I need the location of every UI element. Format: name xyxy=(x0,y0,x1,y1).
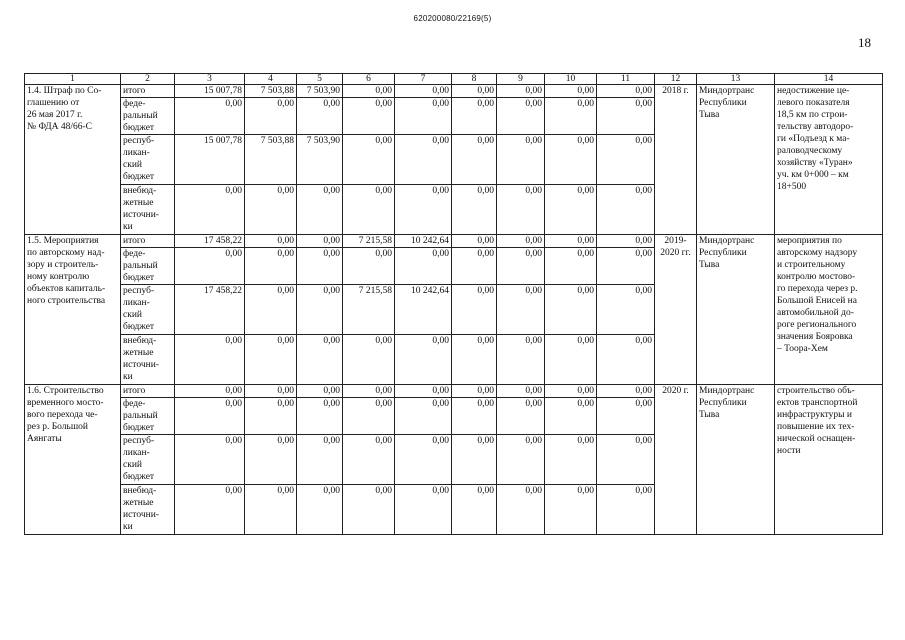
amount-cell: 17 458,22 xyxy=(175,235,245,248)
amount-cell: 0,00 xyxy=(297,98,343,135)
column-header: 2 xyxy=(121,74,175,85)
amount-cell: 0,00 xyxy=(395,485,452,535)
column-header: 1 xyxy=(25,74,121,85)
amount-cell: 15 007,78 xyxy=(175,135,245,185)
table-row xyxy=(25,235,883,248)
amount-cell: 0,00 xyxy=(452,98,497,135)
amount-cell: 0,00 xyxy=(245,485,297,535)
amount-cell: 0,00 xyxy=(245,98,297,135)
amount-cell: 0,00 xyxy=(343,398,395,435)
amount-cell: 0,00 xyxy=(245,235,297,248)
amount-cell: 0,00 xyxy=(497,85,545,98)
amount-cell: 0,00 xyxy=(343,185,395,235)
amount-cell: 0,00 xyxy=(545,335,597,385)
amount-cell: 0,00 xyxy=(497,248,545,285)
amount-cell: 0,00 xyxy=(452,398,497,435)
amount-cell: 0,00 xyxy=(297,185,343,235)
implementation-period: 2019- 2020 гг. xyxy=(655,235,697,385)
amount-cell: 0,00 xyxy=(343,385,395,398)
responsible-executor: Миндортранс Республики Тыва xyxy=(697,235,775,385)
amount-cell: 0,00 xyxy=(597,285,655,335)
column-header: 14 xyxy=(775,74,883,85)
budget-table xyxy=(24,73,883,535)
column-header: 13 xyxy=(697,74,775,85)
amount-cell: 0,00 xyxy=(175,398,245,435)
amount-cell: 0,00 xyxy=(597,135,655,185)
funding-source: внебюд- жетные источни- ки xyxy=(121,185,175,235)
amount-cell: 0,00 xyxy=(395,185,452,235)
amount-cell: 0,00 xyxy=(497,385,545,398)
amount-cell: 0,00 xyxy=(545,98,597,135)
amount-cell: 0,00 xyxy=(452,235,497,248)
implementation-period: 2018 г. xyxy=(655,85,697,235)
funding-source: респуб- ликан- ский бюджет xyxy=(121,435,175,485)
amount-cell: 0,00 xyxy=(297,435,343,485)
amount-cell: 0,00 xyxy=(245,435,297,485)
funding-source: респуб- ликан- ский бюджет xyxy=(121,135,175,185)
amount-cell: 0,00 xyxy=(545,185,597,235)
column-header: 10 xyxy=(545,74,597,85)
amount-cell: 0,00 xyxy=(245,385,297,398)
amount-cell: 0,00 xyxy=(395,398,452,435)
amount-cell: 0,00 xyxy=(545,398,597,435)
amount-cell: 0,00 xyxy=(452,435,497,485)
amount-cell: 0,00 xyxy=(452,385,497,398)
responsible-executor: Миндортранс Республики Тыва xyxy=(697,385,775,535)
column-header: 8 xyxy=(452,74,497,85)
amount-cell: 0,00 xyxy=(597,385,655,398)
amount-cell: 0,00 xyxy=(297,485,343,535)
amount-cell: 0,00 xyxy=(343,485,395,535)
amount-cell: 0,00 xyxy=(297,248,343,285)
amount-cell: 0,00 xyxy=(395,98,452,135)
amount-cell: 0,00 xyxy=(297,398,343,435)
column-number-row xyxy=(25,74,883,85)
amount-cell: 0,00 xyxy=(297,385,343,398)
amount-cell: 0,00 xyxy=(597,85,655,98)
amount-cell: 7 503,88 xyxy=(245,85,297,98)
amount-cell: 10 242,64 xyxy=(395,235,452,248)
amount-cell: 10 242,64 xyxy=(395,285,452,335)
amount-cell: 0,00 xyxy=(297,235,343,248)
amount-cell: 0,00 xyxy=(497,435,545,485)
amount-cell: 0,00 xyxy=(597,98,655,135)
amount-cell: 0,00 xyxy=(175,485,245,535)
amount-cell: 0,00 xyxy=(597,185,655,235)
column-header: 12 xyxy=(655,74,697,85)
amount-cell: 17 458,22 xyxy=(175,285,245,335)
amount-cell: 0,00 xyxy=(395,248,452,285)
amount-cell: 0,00 xyxy=(452,185,497,235)
amount-cell: 0,00 xyxy=(245,185,297,235)
amount-cell: 0,00 xyxy=(343,248,395,285)
amount-cell: 0,00 xyxy=(175,185,245,235)
amount-cell: 7 503,90 xyxy=(297,135,343,185)
amount-cell: 0,00 xyxy=(545,285,597,335)
amount-cell: 0,00 xyxy=(545,385,597,398)
amount-cell: 7 503,88 xyxy=(245,135,297,185)
amount-cell: 0,00 xyxy=(545,485,597,535)
table-row xyxy=(25,85,883,98)
amount-cell: 0,00 xyxy=(245,285,297,335)
amount-cell: 0,00 xyxy=(395,335,452,385)
column-header: 5 xyxy=(297,74,343,85)
amount-cell: 0,00 xyxy=(497,98,545,135)
amount-cell: 0,00 xyxy=(545,248,597,285)
implementation-period: 2020 г. xyxy=(655,385,697,535)
amount-cell: 0,00 xyxy=(597,485,655,535)
amount-cell: 0,00 xyxy=(497,398,545,435)
amount-cell: 0,00 xyxy=(545,435,597,485)
amount-cell: 0,00 xyxy=(297,335,343,385)
amount-cell: 0,00 xyxy=(175,248,245,285)
amount-cell: 0,00 xyxy=(452,335,497,385)
amount-cell: 0,00 xyxy=(497,335,545,385)
funding-source: феде- ральный бюджет xyxy=(121,398,175,435)
amount-cell: 0,00 xyxy=(497,285,545,335)
amount-cell: 0,00 xyxy=(545,235,597,248)
amount-cell: 0,00 xyxy=(597,335,655,385)
measure-name: 1.6. Строительство временного мосто- вого перехода че- рез р. Большой Аянгаты xyxy=(25,385,121,535)
amount-cell: 0,00 xyxy=(245,398,297,435)
measure-name: 1.5. Мероприятия по авторскому над- зору и строитель- ному контролю объектов капиталь- ного строительства xyxy=(25,235,121,385)
funding-source: внебюд- жетные источни- ки xyxy=(121,485,175,535)
amount-cell: 0,00 xyxy=(395,385,452,398)
funding-source: респуб- ликан- ский бюджет xyxy=(121,285,175,335)
amount-cell: 0,00 xyxy=(245,248,297,285)
amount-cell: 0,00 xyxy=(297,285,343,335)
funding-source: итого xyxy=(121,85,175,98)
column-header: 6 xyxy=(343,74,395,85)
amount-cell: 0,00 xyxy=(175,435,245,485)
amount-cell: 0,00 xyxy=(395,135,452,185)
amount-cell: 0,00 xyxy=(545,135,597,185)
amount-cell: 0,00 xyxy=(343,335,395,385)
amount-cell: 0,00 xyxy=(497,135,545,185)
funding-source: феде- ральный бюджет xyxy=(121,98,175,135)
amount-cell: 0,00 xyxy=(175,335,245,385)
amount-cell: 7 215,58 xyxy=(343,285,395,335)
expected-result: строительство объ- ектов транспортной инфраструктуры и повышение их тех- нической оснащен- ности xyxy=(775,385,883,535)
amount-cell: 0,00 xyxy=(545,85,597,98)
funding-source: итого xyxy=(121,235,175,248)
funding-source: итого xyxy=(121,385,175,398)
amount-cell: 0,00 xyxy=(452,135,497,185)
amount-cell: 0,00 xyxy=(175,385,245,398)
amount-cell: 7 215,58 xyxy=(343,235,395,248)
amount-cell: 0,00 xyxy=(497,185,545,235)
amount-cell: 0,00 xyxy=(452,285,497,335)
amount-cell: 0,00 xyxy=(343,135,395,185)
column-header: 3 xyxy=(175,74,245,85)
document-id: 620200080/22169(5) xyxy=(413,14,492,23)
amount-cell: 0,00 xyxy=(245,335,297,385)
amount-cell: 0,00 xyxy=(452,248,497,285)
amount-cell: 0,00 xyxy=(452,85,497,98)
amount-cell: 0,00 xyxy=(395,85,452,98)
column-header: 11 xyxy=(597,74,655,85)
expected-result: мероприятия по авторскому надзору и строительному контролю мостово- го перехода через р. Большой Енисей на автомобильной до- роге регионального значения Бояровка – Тоора-Хем xyxy=(775,235,883,385)
responsible-executor: Миндортранс Республики Тыва xyxy=(697,85,775,235)
column-header: 7 xyxy=(395,74,452,85)
funding-source: внебюд- жетные источни- ки xyxy=(121,335,175,385)
amount-cell: 0,00 xyxy=(597,248,655,285)
amount-cell: 0,00 xyxy=(597,235,655,248)
amount-cell: 0,00 xyxy=(343,435,395,485)
amount-cell: 0,00 xyxy=(175,98,245,135)
funding-source: феде- ральный бюджет xyxy=(121,248,175,285)
measure-name: 1.4. Штраф по Со- глашению от 26 мая 2017 г. № ФДА 48/66-С xyxy=(25,85,121,235)
amount-cell: 0,00 xyxy=(497,235,545,248)
amount-cell: 0,00 xyxy=(597,398,655,435)
amount-cell: 0,00 xyxy=(452,485,497,535)
amount-cell: 0,00 xyxy=(343,85,395,98)
amount-cell: 15 007,78 xyxy=(175,85,245,98)
amount-cell: 7 503,90 xyxy=(297,85,343,98)
amount-cell: 0,00 xyxy=(497,485,545,535)
page-number: 18 xyxy=(858,35,871,50)
column-header: 9 xyxy=(497,74,545,85)
amount-cell: 0,00 xyxy=(597,435,655,485)
expected-result: недостижение це- левого показателя 18,5 км по строи- тельству автодоро- ги «Подъезд к ма- раловодческому хозяйству «Туран» уч. км 0+000 – км 18+500 xyxy=(775,85,883,235)
amount-cell: 0,00 xyxy=(395,435,452,485)
column-header: 4 xyxy=(245,74,297,85)
amount-cell: 0,00 xyxy=(343,98,395,135)
table-row xyxy=(25,385,883,398)
